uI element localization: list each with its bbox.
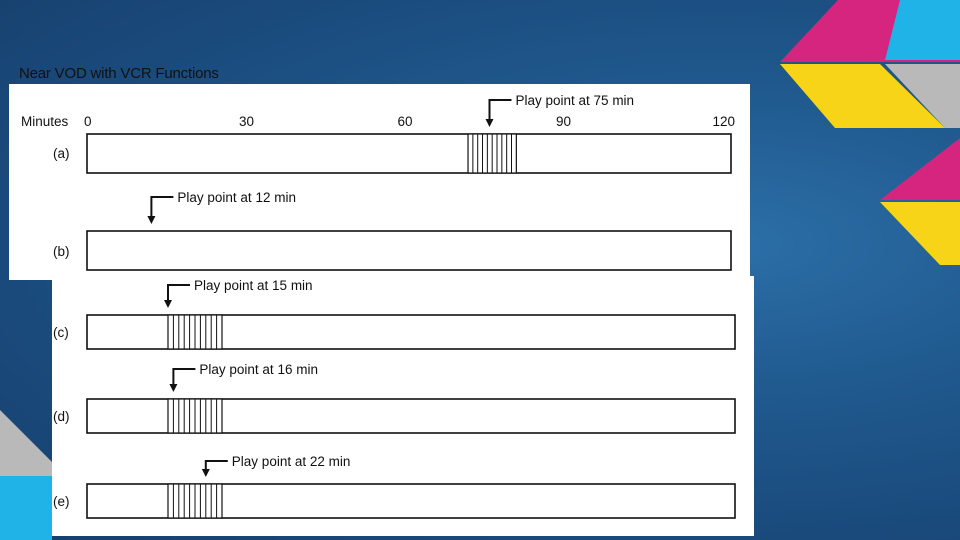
timeline-row — [53, 93, 731, 173]
play-point-arrow — [486, 100, 512, 127]
timeline-row — [53, 454, 735, 518]
buffer-segment — [168, 399, 222, 433]
tick-label-30: 30 — [238, 114, 255, 129]
play-point-annotation: Play point at 16 min — [199, 362, 318, 377]
row-label: (b) — [53, 244, 70, 259]
axis-ticks — [84, 114, 735, 129]
play-point-arrow — [164, 285, 190, 308]
play-point-arrow — [202, 461, 228, 477]
timeline-row — [53, 278, 735, 349]
timeline-bar — [87, 134, 731, 173]
row-label: (a) — [53, 146, 70, 161]
buffer-segment — [168, 484, 222, 518]
play-point-arrow — [169, 369, 195, 392]
play-point-arrow — [147, 197, 173, 224]
timeline-row — [53, 362, 735, 433]
play-point-annotation: Play point at 12 min — [177, 190, 296, 205]
tick-label-120: 120 — [712, 114, 735, 129]
tick-label-60: 60 — [397, 114, 413, 129]
tick-label-0: 0 — [84, 114, 92, 129]
row-label: (e) — [53, 494, 70, 509]
buffer-segment — [168, 315, 222, 349]
play-point-annotation: Play point at 75 min — [515, 93, 635, 108]
play-point-annotation: Play point at 22 min — [231, 454, 351, 469]
slide-title: Near VOD with VCR Functions — [19, 65, 219, 82]
axis-label: Minutes — [21, 114, 69, 129]
row-label: (c) — [53, 325, 69, 340]
tick-label-90: 90 — [555, 114, 572, 129]
timeline-row — [53, 190, 731, 270]
timeline-bar — [87, 231, 731, 270]
row-label: (d) — [53, 409, 70, 424]
buffer-segment — [468, 134, 516, 173]
play-point-annotation: Play point at 15 min — [194, 278, 313, 293]
timeline-rows — [53, 93, 735, 518]
